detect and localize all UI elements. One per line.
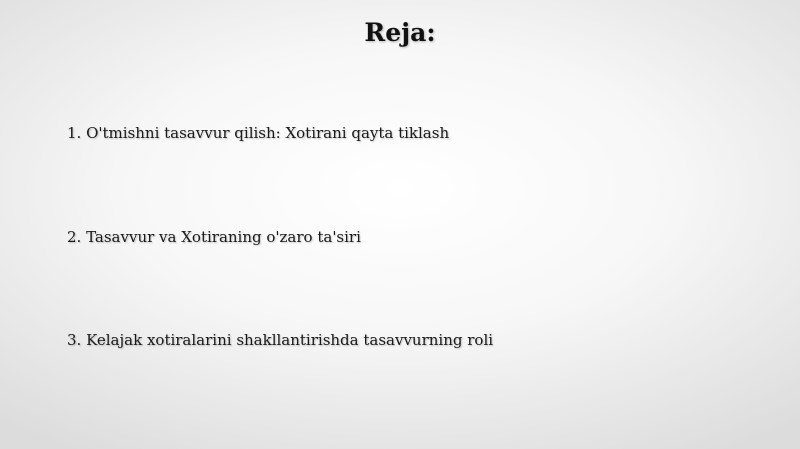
- plan-item-3: 3. Kelajak xotiralarini shakllantirishda tasavvurning roli: [67, 331, 494, 349]
- slide-title: Reja:: [364, 18, 436, 47]
- plan-item-2: 2. Tasavvur va Xotiraning o'zaro ta'siri: [67, 228, 361, 246]
- plan-item-1: 1. O'tmishni tasavvur qilish: Xotirani qayta tiklash: [67, 124, 450, 142]
